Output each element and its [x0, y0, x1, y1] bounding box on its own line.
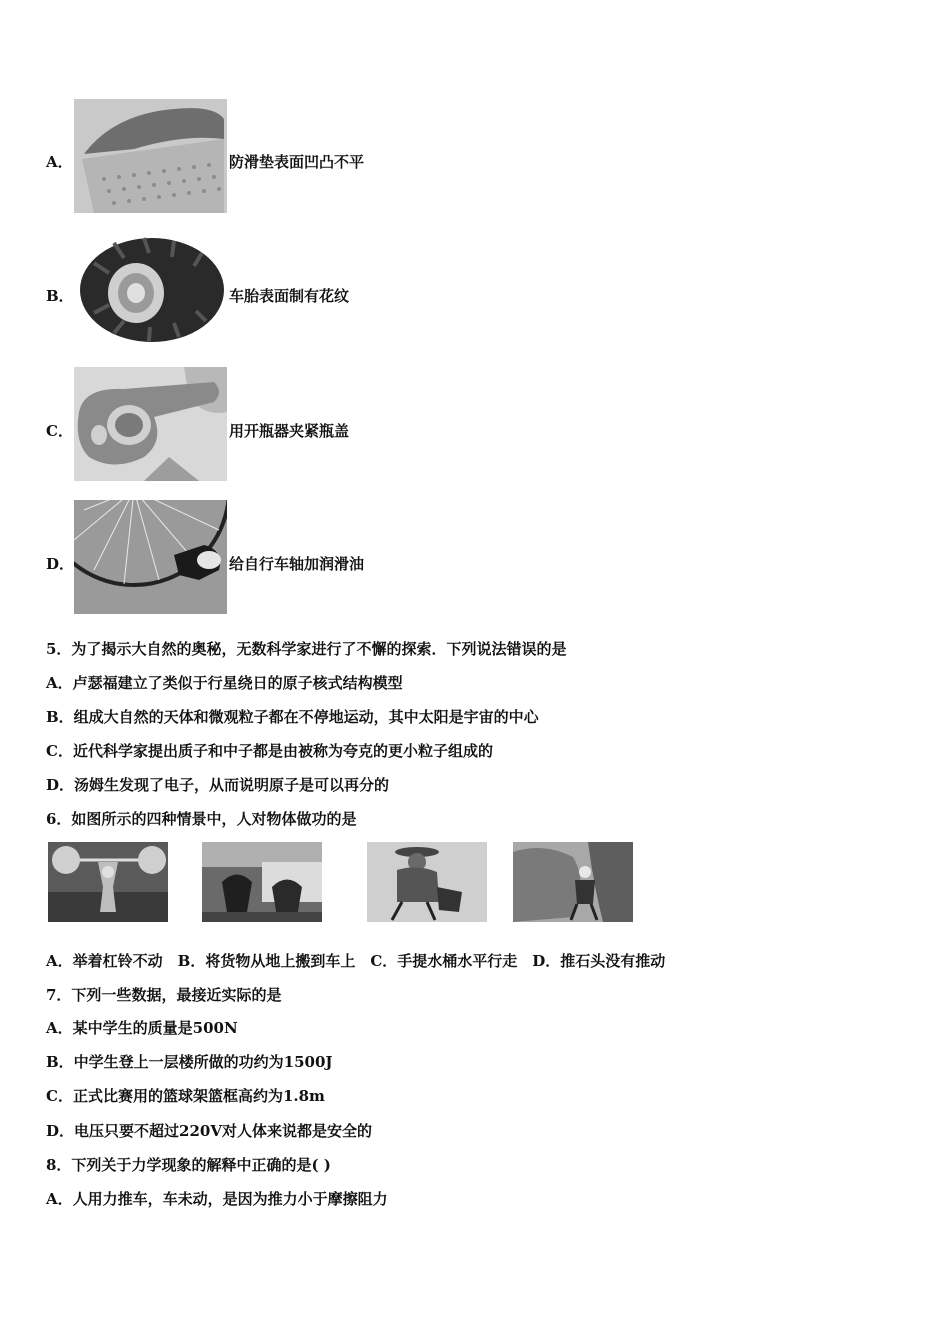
option-text: 给自行车轴加润滑油: [229, 555, 365, 573]
loading-cargo-photo-icon: [202, 842, 322, 922]
option-letter: B．: [46, 287, 74, 305]
tire-tread-photo-icon: [74, 233, 227, 347]
option-letter: D．: [46, 555, 75, 573]
option-letter: C．: [46, 422, 73, 440]
option-c: C．近代科学家提出质子和中子都是由被称为夸克的更小粒子组成的: [46, 742, 493, 760]
option-letter: A．: [46, 153, 73, 171]
question-stem: 5．为了揭示大自然的奥秘，无数科学家进行了不懈的探索．下列说法错误的是: [46, 640, 567, 658]
carrying-bucket-photo-icon: [367, 842, 487, 922]
option-text: 车胎表面制有花纹: [229, 287, 350, 305]
bicycle-oiling-photo-icon: [74, 500, 227, 614]
barbell-photo-icon: [48, 842, 168, 922]
option-text: 防滑垫表面凹凸不平: [229, 153, 365, 171]
question-stem: 6．如图所示的四种情景中，人对物体做功的是: [46, 810, 357, 828]
bottle-opener-photo-icon: [74, 367, 227, 481]
option-b: B．组成大自然的天体和微观粒子都在不停地运动，其中太阳是宇宙的中心: [46, 708, 539, 726]
pushing-stone-photo-icon: [513, 842, 633, 922]
option-d: D．汤姆生发现了电子，从而说明原子是可以再分的: [46, 776, 390, 794]
anti-slip-mat-photo-icon: [74, 99, 227, 213]
option-b: B．中学生登上一层楼所做的功约为1500J: [46, 1053, 333, 1071]
option-a: A．某中学生的质量是500N: [46, 1019, 238, 1037]
question-stem: 7．下列一些数据，最接近实际的是: [46, 986, 282, 1004]
option-a: A．卢瑟福建立了类似于行星绕日的原子核式结构模型: [46, 674, 403, 692]
option-text: 用开瓶器夹紧瓶盖: [229, 422, 350, 440]
question-stem: 8．下列关于力学现象的解释中正确的是( ): [46, 1156, 331, 1174]
q6-options: A．举着杠铃不动 B．将货物从地上搬到车上 C．手提水桶水平行走 D．推石头没有推动: [46, 952, 666, 970]
option-c: C．正式比赛用的篮球架篮框高约为1.8m: [46, 1087, 325, 1105]
option-a: A．人用力推车，车未动，是因为推力小于摩擦阻力: [46, 1190, 388, 1208]
option-d: D．电压只要不超过220V对人体来说都是安全的: [46, 1122, 372, 1140]
